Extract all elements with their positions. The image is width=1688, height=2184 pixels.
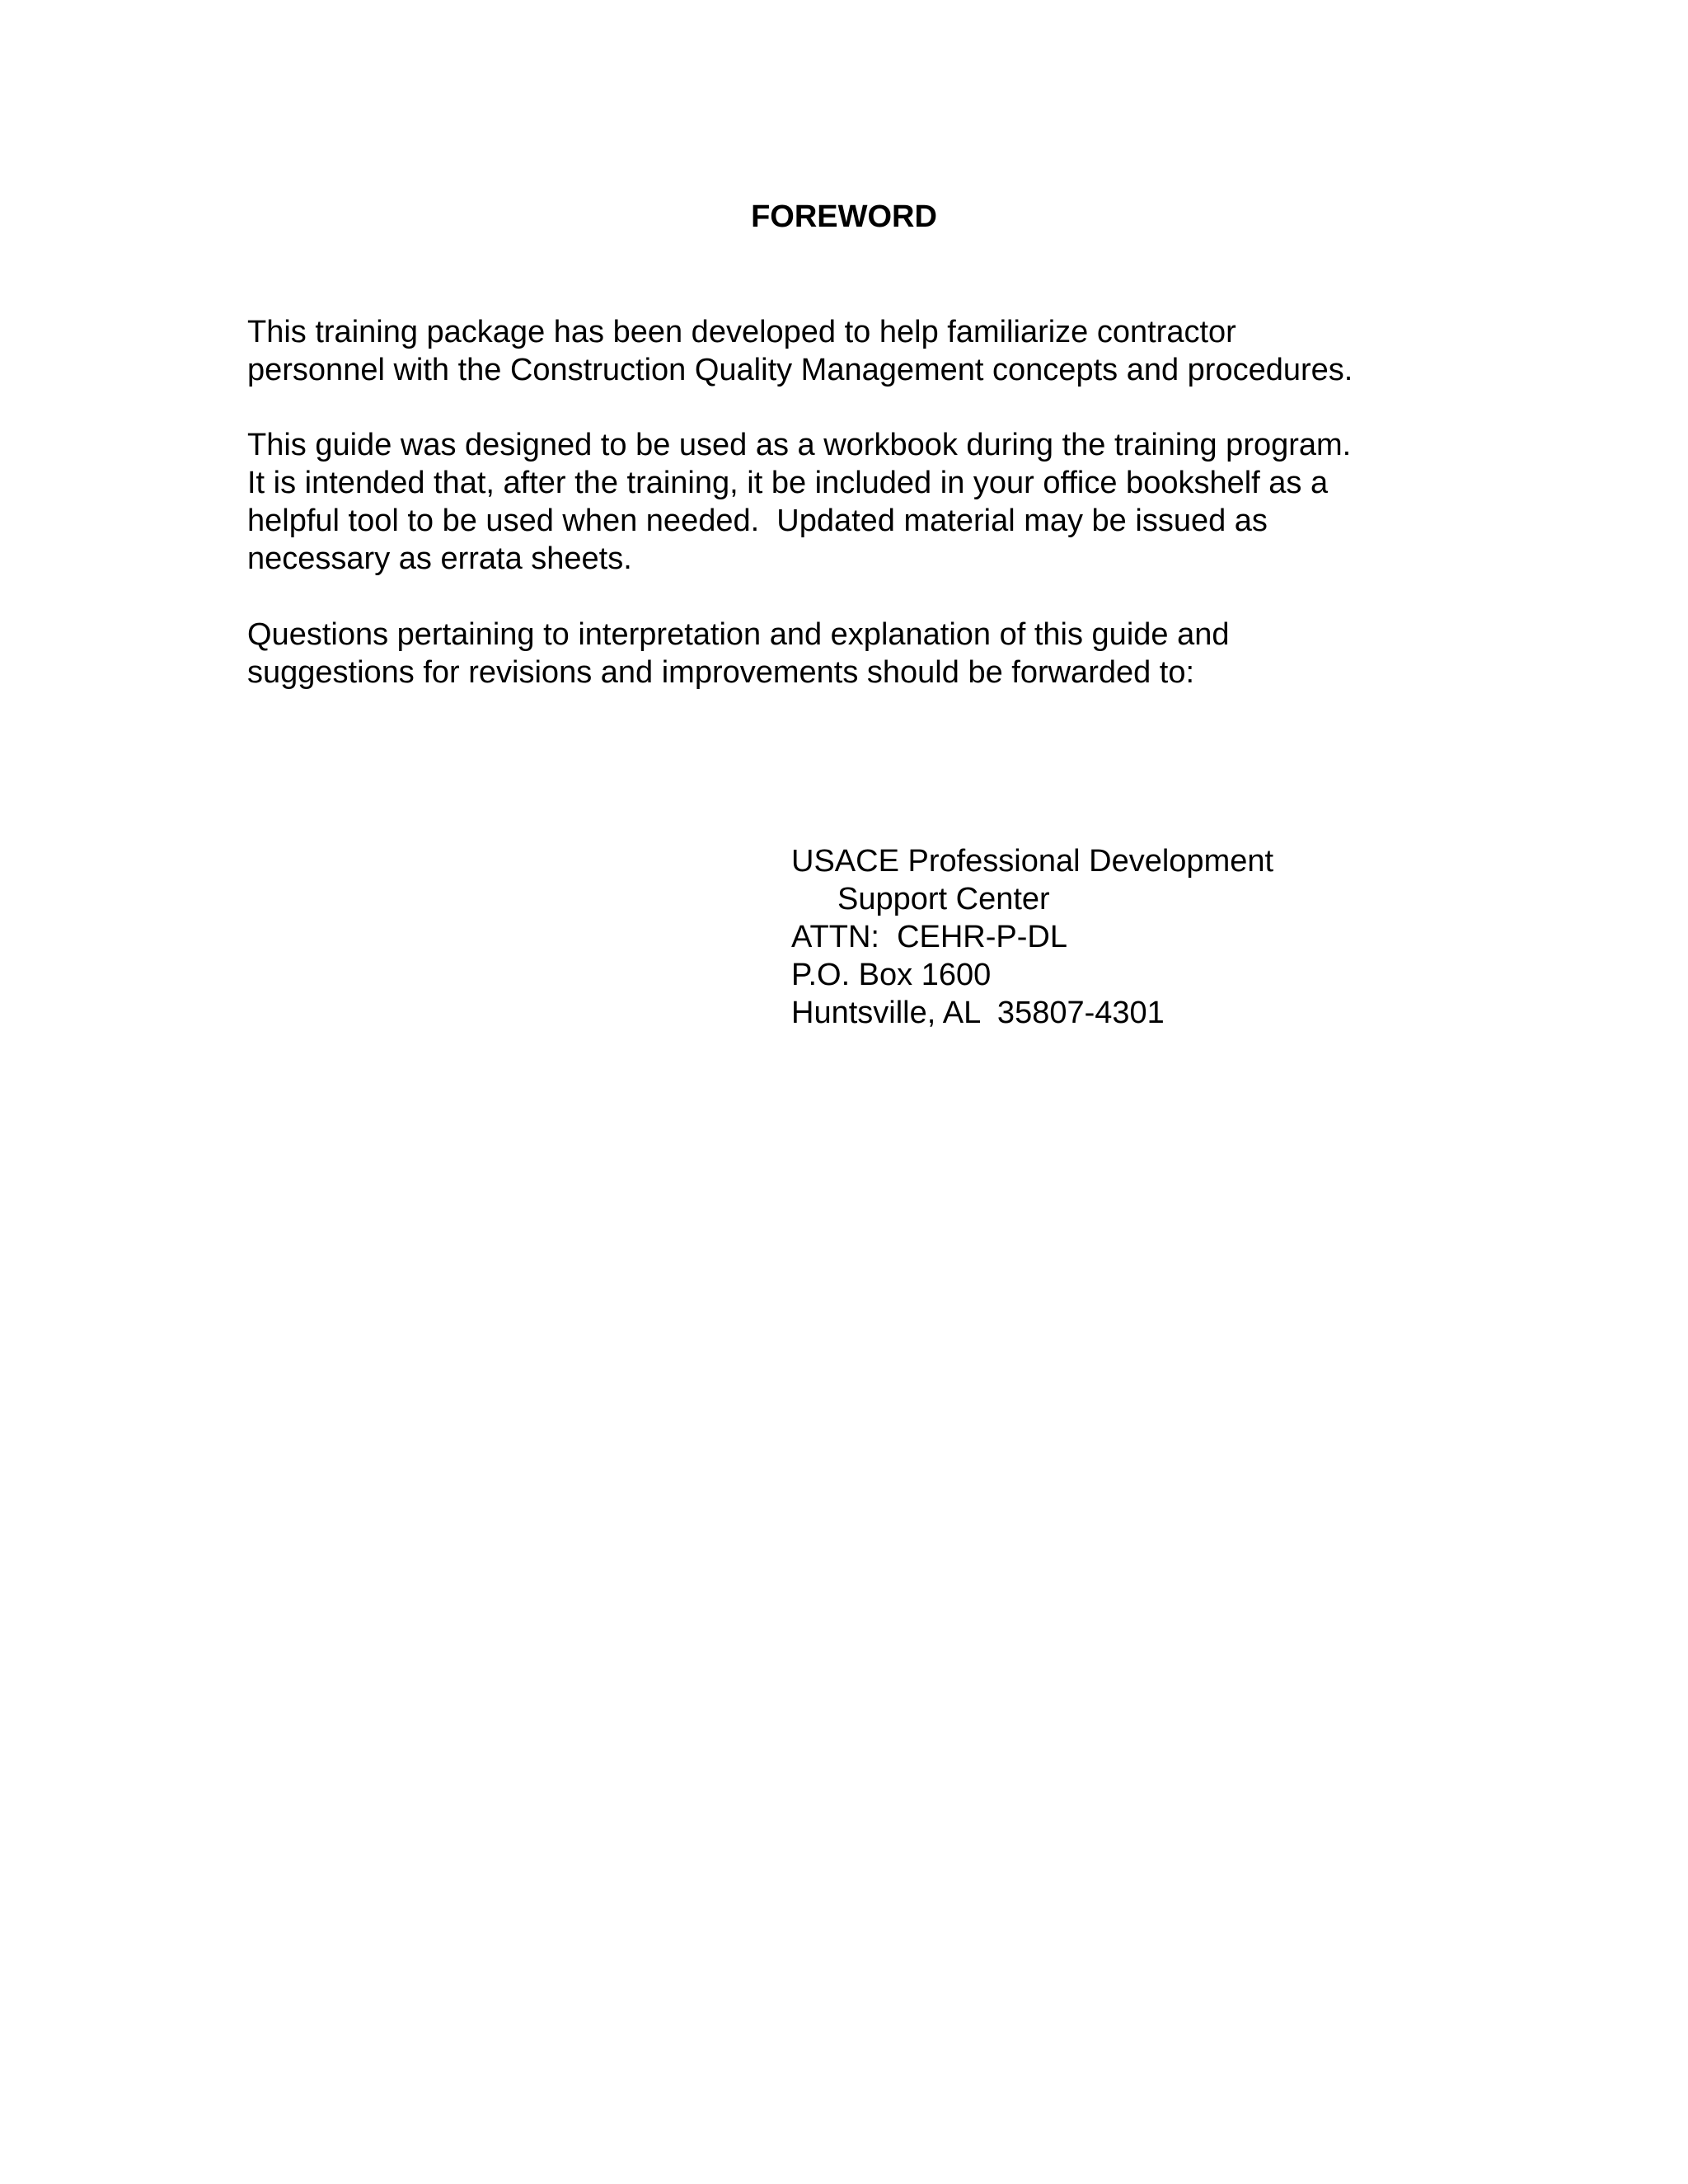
mailing-address bbox=[791, 842, 1273, 1032]
paragraph-line: This guide was designed to be used as a workbook during the training program. bbox=[247, 428, 1352, 462]
address-line-po-box: P.O. Box 1600 bbox=[791, 958, 992, 992]
paragraph-line: personnel with the Construction Quality Management concepts and procedures. bbox=[247, 353, 1353, 387]
address-line-attn: ATTN: CEHR-P-DL bbox=[791, 920, 1067, 954]
paragraph-line: This training package has been developed to help familiarize contractor bbox=[247, 315, 1236, 349]
address-line-organization: USACE Professional Development bbox=[791, 844, 1274, 879]
address-line-center: Support Center bbox=[837, 882, 1050, 916]
paragraph-line: It is intended that, after the training, it be included in your office bookshelf as a bbox=[247, 466, 1329, 500]
address-line-city: Huntsville, AL 35807-4301 bbox=[791, 996, 1165, 1030]
paragraph-line: necessary as errata sheets. bbox=[247, 541, 632, 576]
paragraph-line: Questions pertaining to interpretation and explanation of this guide and bbox=[247, 617, 1230, 652]
paragraph-line: helpful tool to be used when needed. Updated material may be issued as bbox=[247, 504, 1268, 538]
paragraph-questions bbox=[247, 616, 1484, 691]
paragraph-intro bbox=[247, 313, 1484, 389]
paragraph-line: suggestions for revisions and improvements should be forwarded to: bbox=[247, 655, 1195, 690]
paragraph-usage bbox=[247, 426, 1484, 578]
page-title: FOREWORD bbox=[751, 199, 937, 234]
